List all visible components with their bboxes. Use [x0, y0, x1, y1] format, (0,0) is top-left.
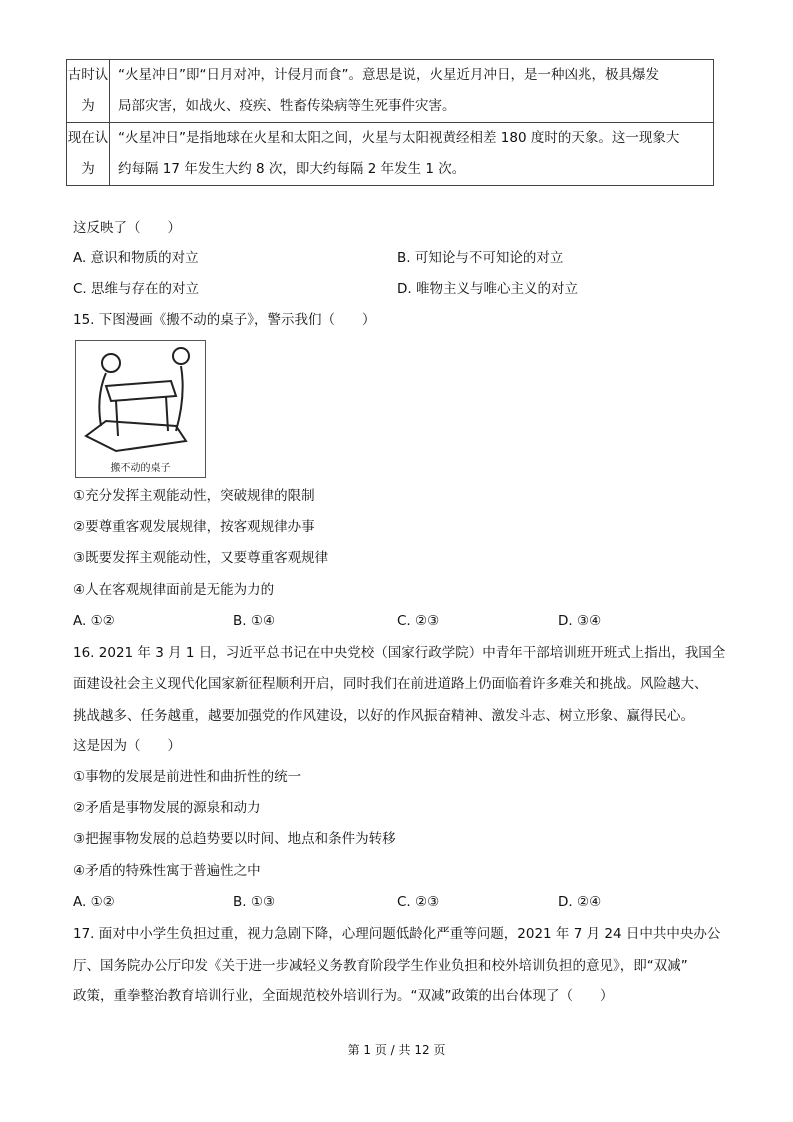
q14-stem: 这反映了（ ）	[73, 220, 181, 236]
table-head: 现在认为	[67, 123, 110, 186]
cartoon-drawing	[76, 341, 205, 461]
q17-stem-line: 政策，重拳整治教育培训行业，全面规范校外培训行为。“双减”政策的出台体现了（ ）	[73, 988, 614, 1004]
statement: ③既要发挥主观能动性，又要尊重客观规律	[73, 550, 329, 566]
statement: ④人在客观规律面前是无能为力的	[73, 582, 275, 598]
statement: ③把握事物发展的总趋势要以时间、地点和条件为转移	[73, 831, 396, 847]
cartoon-image	[75, 340, 206, 478]
option-b: B. ①④	[233, 613, 276, 629]
q17-stem-line: 17. 面对中小学生负担过重，视力急剧下降，心理问题低龄化严重等问题，2021 年 7 月 24 日中共中央办公	[73, 926, 721, 942]
page-footer: 第 1 页 / 共 12 页	[347, 1043, 446, 1057]
q16-stem-line: 这是因为（ ）	[73, 738, 181, 754]
option-b: B. 可知论与不可知论的对立	[397, 250, 564, 266]
table-cell-line: 约每隔 17 年发生大约 8 次，即大约每隔 2 年发生 1 次。	[118, 161, 466, 177]
option-a: A. ①②	[73, 894, 115, 910]
q16-stem-line: 16. 2021 年 3 月 1 日，习近平总书记在中央党校（国家行政学院）中青年干部培训班开班式上指出，我国全	[73, 645, 726, 661]
option-d: D. 唯物主义与唯心主义的对立	[397, 281, 578, 297]
option-a: A. 意识和物质的对立	[73, 250, 199, 266]
option-c: C. ②③	[397, 894, 440, 910]
option-b: B. ①③	[233, 894, 276, 910]
table-head: 古时认为	[67, 60, 110, 123]
q16-stem-line: 挑战越多、任务越重，越要加强党的作风建设，以好的作风振奋精神、激发斗志、树立形象、赢得民心。	[73, 708, 694, 724]
statement: ②矛盾是事物发展的源泉和动力	[73, 800, 261, 816]
option-d: D. ②④	[558, 894, 602, 910]
table-cell-line: 局部灾害，如战火、疫疾、牲畜传染病等生死事件灾害。	[118, 98, 456, 114]
statement: ①事物的发展是前进性和曲折性的统一	[73, 769, 302, 785]
option-d: D. ③④	[558, 613, 602, 629]
statement: ②要尊重客观发展规律，按客观规律办事	[73, 519, 315, 535]
table-cell-line: “火星冲日”即“日月对冲，计侵月而食”。意思是说，火星近月冲日，是一种凶兆，极具爆发	[118, 67, 659, 83]
option-a: A. ①②	[73, 613, 115, 629]
cartoon-caption: 搬不动的桌子	[110, 463, 171, 474]
statement: ④矛盾的特殊性寓于普遍性之中	[73, 863, 261, 879]
statement: ①充分发挥主观能动性，突破规律的限制	[73, 488, 315, 504]
q16-stem-line: 面建设社会主义现代化国家新征程顺利开启，同时我们在前进道路上仍面临着许多难关和挑战。风险越大、	[73, 676, 708, 692]
option-c: C. 思维与存在的对立	[73, 281, 200, 297]
table-cell-line: “火星冲日”是指地球在火星和太阳之间，火星与太阳视黄经相差 180 度时的天象。这一现象大	[118, 130, 680, 146]
q17-stem-line: 厅、国务院办公厅印发《关于进一步减轻义务教育阶段学生作业负担和校外培训负担的意见》，即“双减”	[73, 958, 688, 974]
option-c: C. ②③	[397, 613, 440, 629]
comparison-table	[66, 59, 714, 186]
q15-stem: 15. 下图漫画《搬不动的桌子》，警示我们（ ）	[73, 312, 376, 328]
